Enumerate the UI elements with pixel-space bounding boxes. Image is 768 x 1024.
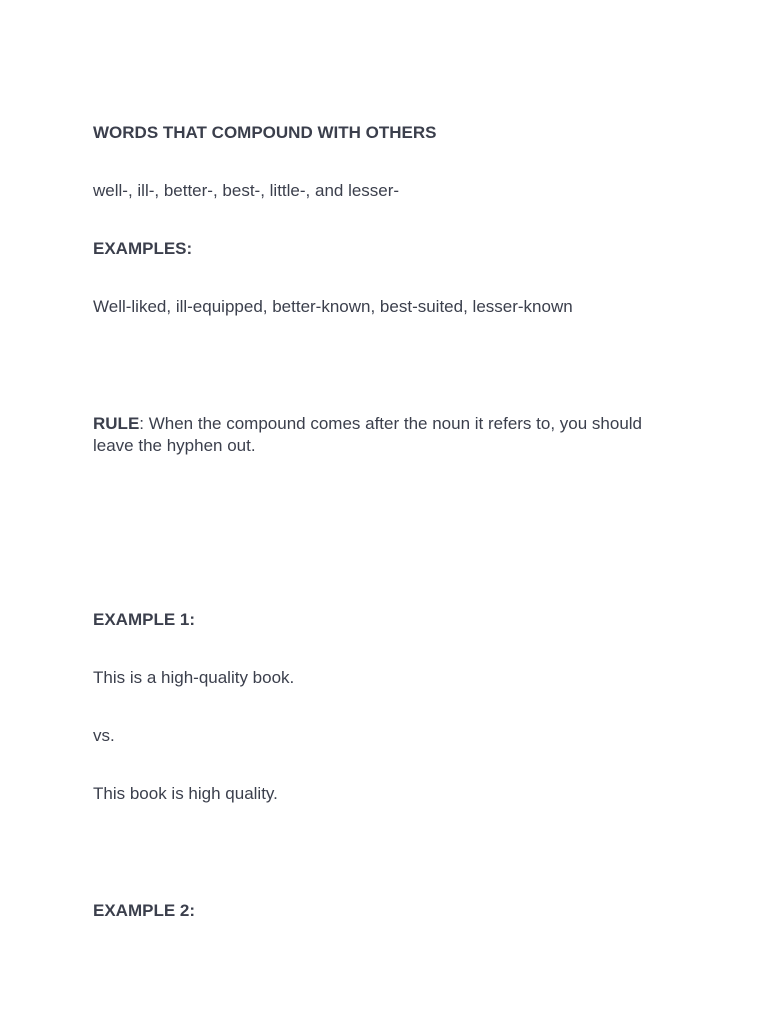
rule-label: RULE xyxy=(93,414,140,433)
example-1-sentence-a: This is a high-quality book. xyxy=(93,668,295,687)
rule-paragraph xyxy=(93,413,668,457)
example-1-sentence-b: This book is high quality. xyxy=(93,784,278,803)
example-2-label: EXAMPLE 2: xyxy=(93,901,196,920)
rule-text: : When the compound comes after the noun it refers to, you should leave the hyphen out. xyxy=(93,414,643,455)
section-heading: WORDS THAT COMPOUND WITH OTHERS xyxy=(93,123,437,142)
example-1-label: EXAMPLE 1: xyxy=(93,610,196,629)
example-1-separator: vs. xyxy=(93,726,115,745)
examples-list: Well-liked, ill-equipped, better-known, best-suited, lesser-known xyxy=(93,297,573,316)
examples-label: EXAMPLES: xyxy=(93,239,193,258)
prefix-list: well-, ill-, better-, best-, little-, and lesser- xyxy=(93,181,400,200)
